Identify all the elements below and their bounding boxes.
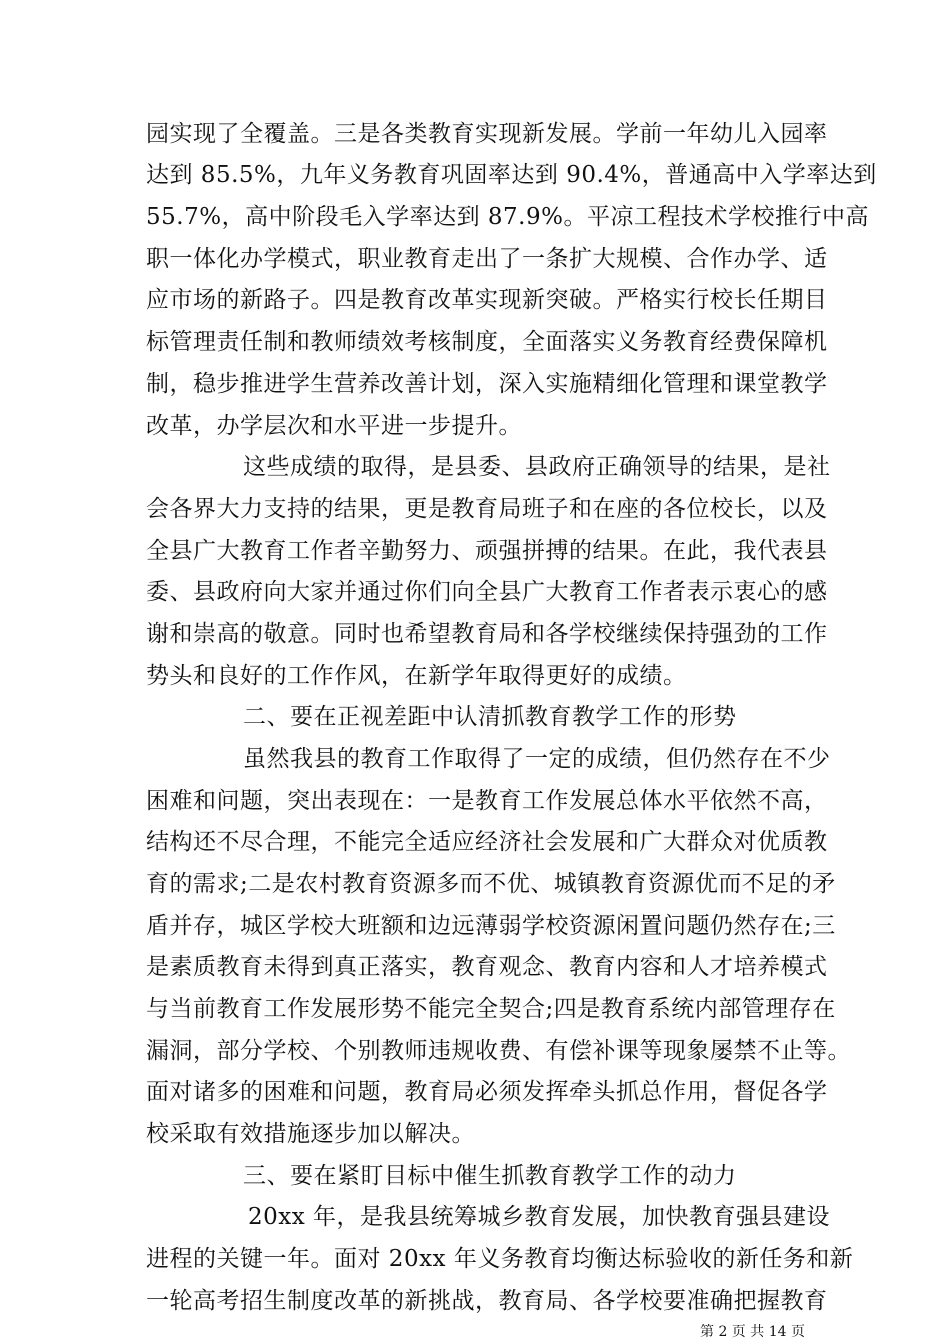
text-line: 育的需求;二是农村教育资源多而不优、城镇教育资源优而不足的矛 — [146, 871, 836, 897]
section-heading: 二、要在正视差距中认清抓教育教学工作的形势 — [243, 704, 737, 730]
paragraph-start: 这些成绩的取得，是县委、县政府正确领导的结果，是社 — [243, 454, 831, 480]
text-line: 一轮高考招生制度改革的新挑战，教育局、各学校要准确把握教育 — [146, 1288, 828, 1314]
text-line: 应市场的新路子。四是教育改革实现新突破。严格实行校长任期目 — [146, 287, 828, 313]
page-number-footer: 第 2 页 共 14 页 — [700, 1324, 805, 1340]
text-line: 制，稳步推进学生营养改善计划，深入实施精细化管理和课堂教学 — [146, 371, 828, 397]
text-line: 会各界大力支持的结果，更是教育局班子和在座的各位校长，以及 — [146, 496, 828, 522]
text-line: 谢和崇高的敬意。同时也希望教育局和各学校继续保持强劲的工作 — [146, 621, 828, 647]
text-line: 达到 85.5%，九年义务教育巩固率达到 90.4%，普通高中入学率达到 — [146, 162, 877, 188]
text-line: 校采取有效措施逐步加以解决。 — [146, 1121, 475, 1147]
text-line: 结构还不尽合理，不能完全适应经济社会发展和广大群众对优质教 — [146, 829, 828, 855]
text-line: 园实现了全覆盖。三是各类教育实现新发展。学前一年幼儿入园率 — [146, 121, 828, 147]
text-line: 改革，办学层次和水平进一步提升。 — [146, 413, 522, 439]
text-line: 漏洞，部分学校、个别教师违规收费、有偿补课等现象屡禁不止等。 — [146, 1038, 851, 1064]
text-line: 与当前教育工作发展形势不能完全契合;四是教育系统内部管理存在 — [146, 996, 836, 1022]
paragraph-start: 虽然我县的教育工作取得了一定的成绩，但仍然存在不少 — [243, 746, 831, 772]
text-line: 困难和问题，突出表现在：一是教育工作发展总体水平依然不高， — [146, 788, 828, 814]
section-heading: 三、要在紧盯目标中催生抓教育教学工作的动力 — [243, 1163, 737, 1189]
text-line: 面对诸多的困难和问题，教育局必须发挥牵头抓总作用，督促各学 — [146, 1079, 828, 1105]
text-line: 委、县政府向大家并通过你们向全县广大教育工作者表示衷心的感 — [146, 579, 828, 605]
text-line: 势头和良好的工作作风，在新学年取得更好的成绩。 — [146, 663, 687, 689]
text-line: 全县广大教育工作者辛勤努力、顽强拼搏的结果。在此，我代表县 — [146, 538, 828, 564]
text-line: 标管理责任制和教师绩效考核制度，全面落实义务教育经费保障机 — [146, 329, 828, 355]
text-line: 是素质教育未得到真正落实，教育观念、教育内容和人才培养模式 — [146, 954, 828, 980]
text-line: 进程的关键一年。面对 20xx 年义务教育均衡达标验收的新任务和新 — [146, 1246, 854, 1272]
text-line: 职一体化办学模式，职业教育走出了一条扩大规模、合作办学、适 — [146, 246, 828, 272]
text-line: 盾并存，城区学校大班额和边远薄弱学校资源闲置问题仍然存在;三 — [146, 913, 836, 939]
paragraph-start: 20xx 年，是我县统筹城乡教育发展，加快教育强县建设 — [248, 1204, 831, 1230]
text-line: 55.7%，高中阶段毛入学率达到 87.9%。平凉工程技术学校推行中高 — [146, 204, 869, 230]
